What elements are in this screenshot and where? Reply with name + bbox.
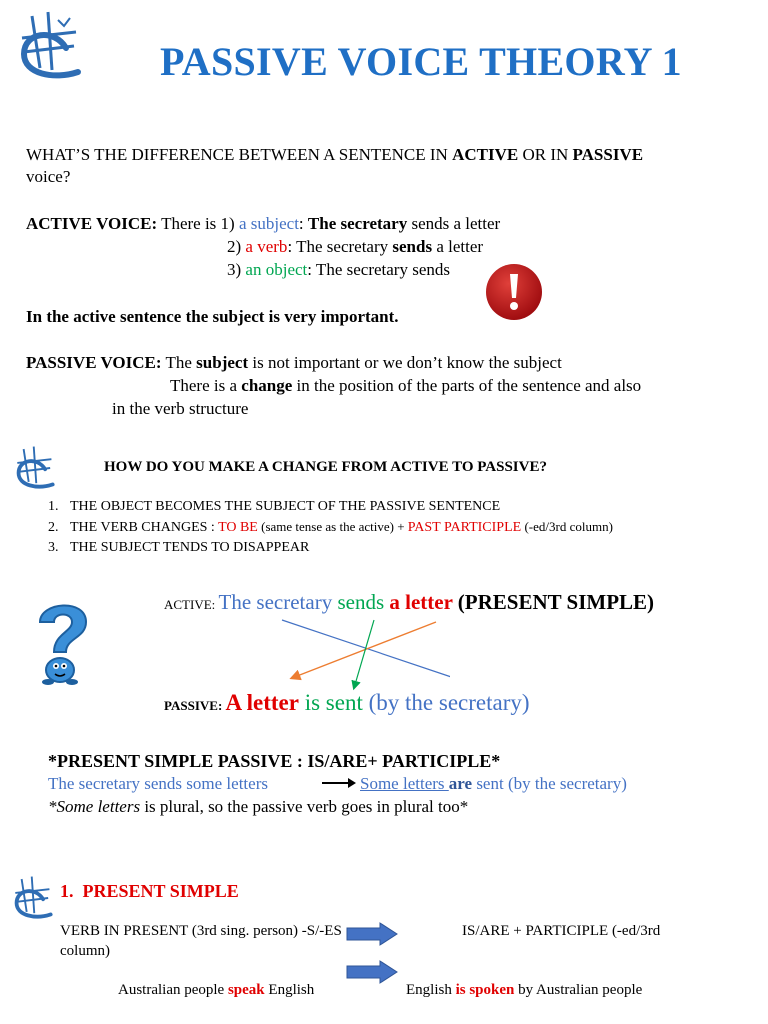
passive-voice-line-3: in the verb structure xyxy=(112,399,249,418)
logo-icon xyxy=(12,444,58,492)
passive-voice-line-1: PASSIVE VOICE: The subject is not important or we don’t know the subject xyxy=(26,353,562,372)
list-item: 2. THE VERB CHANGES : TO BE (same tense as the active) + PAST PARTICIPLE (-ed/3rd column) xyxy=(48,519,613,535)
logo-icon xyxy=(10,874,56,922)
passive-voice-line-2: There is a change in the position of the parts of the sentence and also xyxy=(170,376,642,395)
rule-right: IS/ARE + PARTICIPLE (-ed/3rd xyxy=(462,923,661,939)
rule-note: *Some letters is plural, so the passive verb goes in plural too* xyxy=(48,797,469,816)
question-mark-icon xyxy=(30,596,96,686)
rule-left: VERB IN PRESENT (3rd sing. person) -S/-ES column) xyxy=(60,923,342,959)
active-example: ACTIVE: The secretary sends a letter (PRESENT SIMPLE) xyxy=(164,590,655,614)
steps-list xyxy=(48,497,613,558)
list-item: 3. THE SUBJECT TENDS TO DISAPPEAR xyxy=(48,540,310,555)
example-passive-sentence: English is spoken by Australian people xyxy=(406,982,643,998)
rule-passive-sentence: Some letters are sent (by the secretary) xyxy=(360,774,627,793)
logo-icon xyxy=(14,8,86,84)
list-item: 1. THE OBJECT BECOMES THE SUBJECT OF THE PASSIVE SENTENCE xyxy=(48,499,501,514)
active-voice-line-1: ACTIVE VOICE: There is 1) a subject: The secretary sends a letter xyxy=(26,214,501,233)
section-heading: 1. PRESENT SIMPLE xyxy=(60,881,239,901)
exclamation-icon xyxy=(484,262,544,322)
page-title: PASSIVE VOICE THEORY 1 xyxy=(160,39,682,84)
example-active-sentence: Australian people speak English xyxy=(118,982,315,998)
active-voice-line-3: 3) an object: The secretary sends xyxy=(227,260,450,279)
rule-heading: *PRESENT SIMPLE PASSIVE : IS/ARE+ PARTICIPLE* xyxy=(48,751,501,771)
important-note: In the active sentence the subject is very important. xyxy=(26,307,399,326)
transformation-arrows xyxy=(280,616,450,694)
intro-question: WHAT’S THE DIFFERENCE BETWEEN A SENTENCE IN ACTIVE OR IN PASSIVE voice? xyxy=(26,145,644,186)
rule-active-sentence: The secretary sends some letters xyxy=(48,774,268,793)
how-heading: HOW DO YOU MAKE A CHANGE FROM ACTIVE TO PASSIVE? xyxy=(104,459,547,475)
active-voice-line-2: 2) a verb: The secretary sends a letter xyxy=(227,237,484,256)
arrow-right-icon xyxy=(322,776,358,788)
passive-example: PASSIVE: A letter is sent (by the secretary) xyxy=(164,690,530,715)
arrow-right-icon xyxy=(346,922,398,946)
arrow-right-icon xyxy=(346,960,398,984)
